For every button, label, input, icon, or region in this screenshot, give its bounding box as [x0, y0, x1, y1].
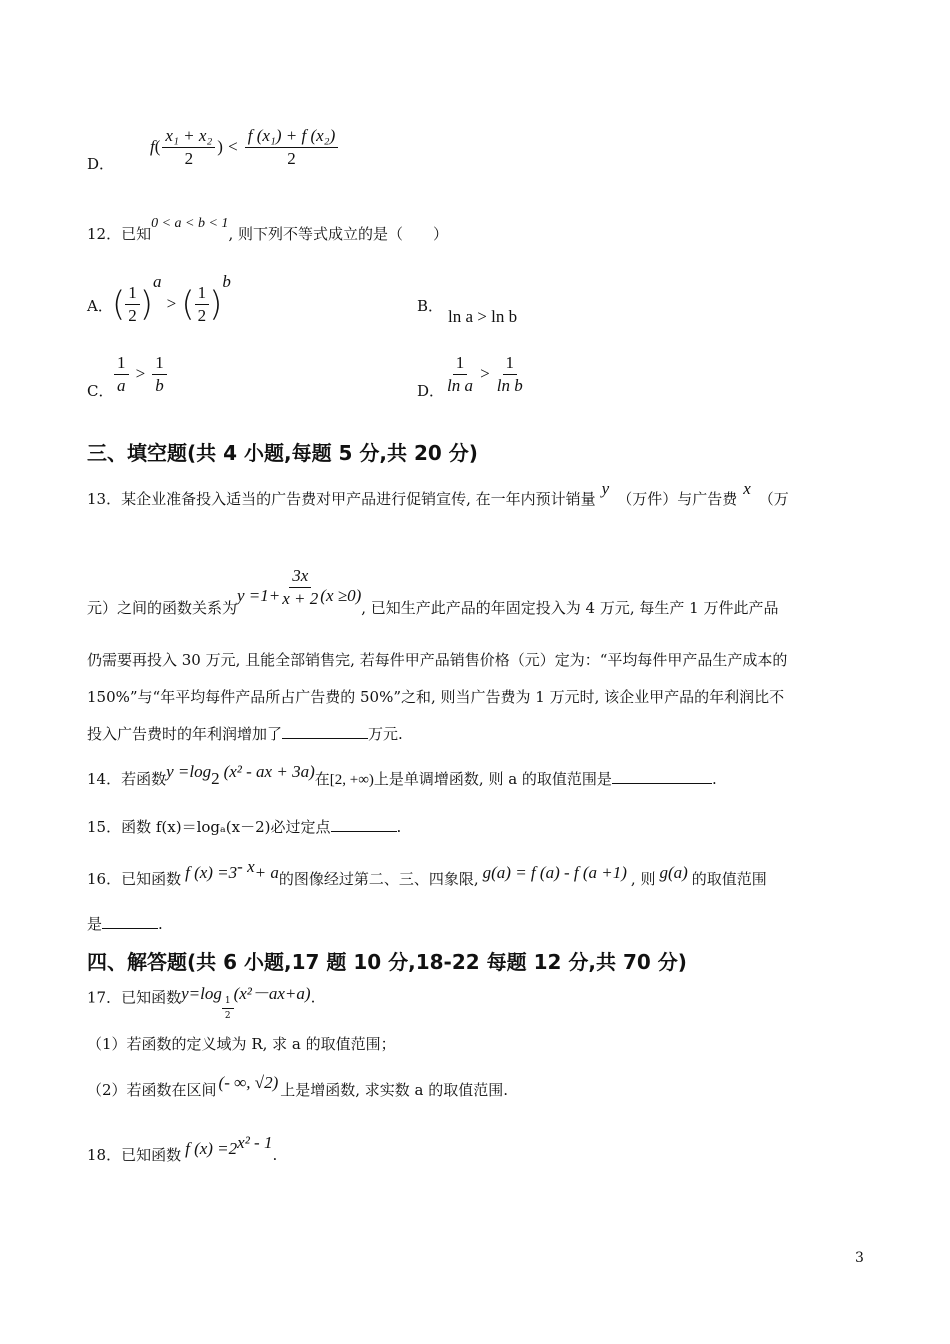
q12-d-den2: ln b: [496, 376, 523, 395]
q14-line: [87, 762, 717, 793]
q14-arg: (x² - ax + 3a): [223, 762, 315, 781]
q17-stem-a: 17．已知函数: [87, 988, 182, 1007]
q17-func: y=log: [181, 983, 222, 1003]
q13-line-3: 仍需要再投入 30 万元, 且能全部销售完, 若每件甲产品销售价格（元）定为：“平均每件甲产品生产成本的: [87, 651, 788, 669]
q13-line5-a: 投入广告费时的年利润增加了: [87, 725, 283, 743]
q12-stem: [87, 216, 448, 246]
q12-option-b-label: B．: [417, 297, 444, 315]
q13-line-1: [87, 479, 789, 509]
q12-a-num2: 1: [195, 284, 210, 305]
q14-stem-a: 14．若函数: [87, 770, 167, 788]
q12-d-num2: 1: [503, 354, 518, 375]
q11-d-den2: 2: [287, 149, 296, 168]
q16-exp: - x: [237, 857, 255, 876]
q15-end: .: [396, 818, 402, 836]
q15-text: 15．函数 f(x)＝logₐ(x－2)必过定点: [87, 818, 331, 836]
q12-c-num1: 1: [114, 354, 129, 375]
q17-base-den: 2: [224, 1011, 231, 1021]
q12-option-b-expression: ln a > ln b: [448, 307, 518, 326]
q15-line: [87, 817, 401, 837]
q12-a-exp2: b: [222, 272, 231, 291]
q13-var-x: x: [743, 479, 751, 498]
q13-line1-c: （万: [758, 490, 789, 508]
q12-a-num1: 1: [125, 284, 140, 305]
q14-interval: 在[2, +∞): [314, 772, 374, 788]
q17-p2-interval: (- ∞, √2): [218, 1073, 279, 1092]
q12-option-d-expression: [445, 354, 525, 395]
q16-stem-d: 的取值范围: [691, 870, 767, 888]
q13-func-num: 3x: [289, 567, 311, 588]
q14-log-base: 2: [211, 769, 220, 788]
q12-c-den1: a: [117, 376, 126, 395]
q13-line2-a: 元）之间的函数关系为: [87, 598, 238, 617]
page-number: 3: [855, 1250, 864, 1266]
q18-end: .: [272, 1146, 278, 1164]
q11-option-d-expression: f( $\frac{\text{x₁ + x₂}}{2}$ ) < $\frac{\text{f (x₁) + f (x₂)}}{2}$: [150, 127, 340, 168]
q16-func: f (x) =3: [185, 863, 238, 882]
q18-exp: x² - 1: [237, 1133, 273, 1152]
q12-a-gt: >: [166, 294, 177, 313]
q12-rest: , 则下列不等式成立的是（ ）: [228, 225, 448, 243]
q11-d-lt: <: [228, 137, 238, 156]
q13-func-cond: (x ≥0): [320, 585, 362, 605]
q17-part-2: [87, 1073, 509, 1100]
q17-part-1: （1）若函数的定义域为 R, 求 a 的取值范围；: [87, 1035, 396, 1053]
q12-number: 12．已知: [87, 225, 152, 243]
q12-d-den1: ln a: [447, 376, 473, 395]
q14-answer-blank[interactable]: [612, 769, 712, 784]
q13-line-2: [87, 560, 779, 617]
q16-line2-a: 是: [87, 915, 103, 933]
q17-base-num: 1: [222, 996, 234, 1009]
q16-stem-b: 的图像经过第二、三、四象限,: [278, 870, 479, 888]
q12-option-a-expression: ( $\frac{1}{2}$ )$^a$ > ( $\frac{1}{2}$ )$^b$: [112, 272, 231, 325]
q11-option-d-label: D．: [87, 155, 115, 173]
q12-option-a-label: A．: [87, 297, 113, 315]
q17-p2-a: （2）若函数在区间: [87, 1081, 217, 1099]
q11-d-den1: 2: [184, 149, 194, 168]
q16-line-1: [87, 857, 767, 889]
q17-p2-b: 上是增函数, 求实数 a 的取值范围.: [280, 1081, 509, 1099]
q13-line-4: 150%”与“年平均每件产品所占广告费的 50%”之和, 则当广告费为 1 万元时, 该企业甲产品的年利润比不: [87, 688, 785, 706]
q16-func-tail: + a: [254, 863, 279, 882]
q12-c-gt: >: [135, 364, 146, 383]
q13-line1-b: （万件）与广告费: [617, 490, 738, 508]
q16-answer-blank[interactable]: [102, 914, 158, 929]
q13-line2-b: , 已知生产此产品的年固定投入为 4 万元, 每生产 1 万件此产品: [361, 598, 779, 617]
q13-func-den: x + 2: [282, 589, 319, 608]
q14-stem-b: 上是单调增函数, 则 a 的取值范围是: [373, 770, 612, 788]
q17-arg: (x²－ax+a): [233, 983, 311, 1003]
q12-option-c-expression: [112, 354, 169, 395]
q12-a-den1: 2: [128, 306, 137, 325]
q12-d-gt: >: [480, 364, 490, 383]
q11-d-f: f: [150, 137, 155, 156]
q12-option-c-label: C．: [87, 382, 114, 400]
q16-g-def: g(a) = f (a) - f (a +1): [482, 863, 627, 882]
q12-condition: 0 < a < b < 1: [151, 216, 229, 231]
q14-func: y =log: [166, 762, 212, 781]
q16-stem-a: 16．已知函数: [87, 870, 182, 888]
q18-func: f (x) =2: [185, 1139, 238, 1158]
q12-a-den2: 2: [197, 306, 207, 325]
q12-option-d-label: D．: [417, 382, 445, 400]
q16-ga: g(a): [659, 863, 688, 882]
q13-var-y: y: [601, 479, 610, 498]
q14-end: .: [711, 770, 717, 788]
q16-stem-c: , 则: [630, 870, 656, 888]
q13-line1-a: 13．某企业准备投入适当的广告费对甲产品进行促销宣传, 在一年内预计销量: [87, 490, 596, 508]
q12-d-num1: 1: [453, 354, 468, 375]
q13-answer-blank[interactable]: [282, 724, 368, 739]
section-3-heading: 三、填空题(共 4 小题,每题 5 分,共 20 分): [87, 441, 478, 465]
q13-line5-b: 万元.: [368, 725, 403, 743]
q18-stem-a: 18．已知函数: [87, 1146, 182, 1164]
q12-c-den2: b: [155, 376, 164, 395]
q17-end: .: [310, 988, 316, 1007]
q12-c-num2: 1: [152, 354, 167, 375]
q13-line-5: [87, 724, 403, 744]
q15-answer-blank[interactable]: [331, 817, 397, 832]
q18-line: [87, 1133, 278, 1165]
q11-d-num1: x₁ + x₂: [162, 127, 215, 148]
q16-line2-b: .: [158, 915, 163, 933]
q13-func-lhs: y =1+: [237, 585, 281, 605]
q11-d-num2: f (x₁) + f (x₂): [245, 127, 338, 148]
q17-line: [87, 983, 316, 1021]
q12-a-exp1: a: [153, 272, 162, 291]
q16-line-2: [87, 914, 163, 934]
section-4-heading: 四、解答题(共 6 小题,17 题 10 分,18-22 每题 12 分,共 70 分): [87, 950, 687, 974]
